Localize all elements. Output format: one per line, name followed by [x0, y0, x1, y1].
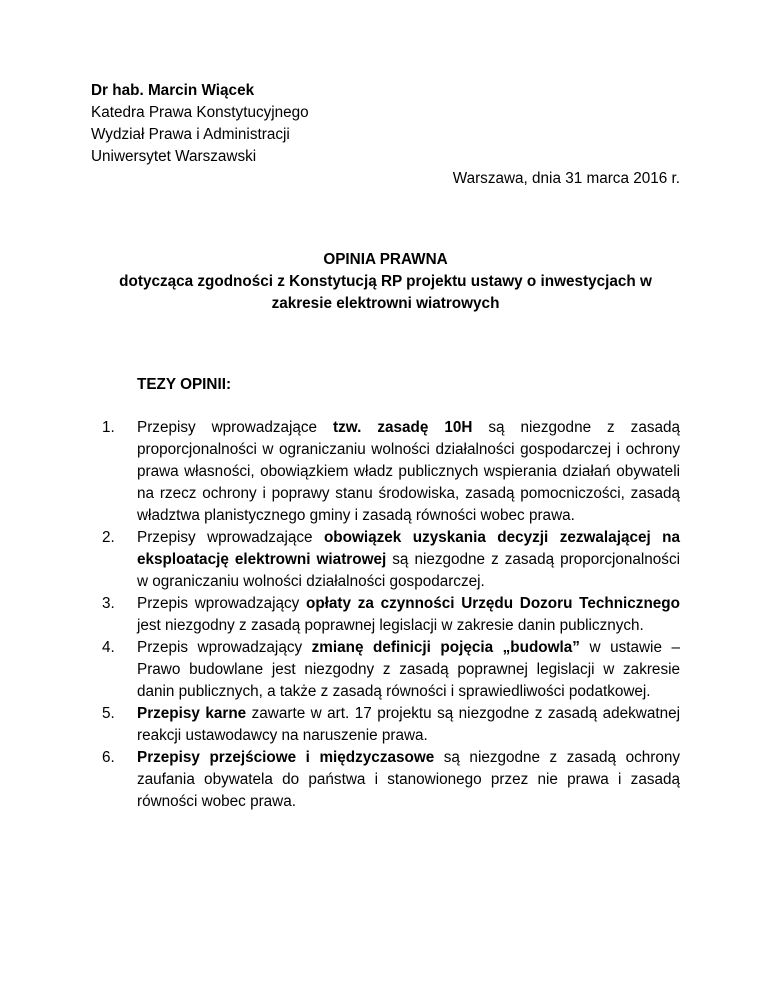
theses-heading: TEZY OPINII: [137, 376, 232, 393]
title-main: OPINIA PRAWNA [323, 251, 448, 268]
thesis-item [102, 747, 680, 813]
thesis-text-bold: opłaty za czynności Urzędu Dozoru Technicznego [305, 595, 680, 612]
thesis-number: 6. [102, 749, 115, 766]
author-department: Katedra Prawa Konstytucyjnego [91, 104, 309, 121]
thesis-item [102, 637, 680, 703]
thesis-text-before: Przepis wprowadzający [137, 595, 306, 612]
thesis-number: 5. [102, 705, 115, 722]
thesis-text-bold: Przepisy karne [137, 705, 247, 722]
thesis-item [102, 417, 680, 527]
thesis-number: 2. [102, 529, 115, 546]
date-line: Warszawa, dnia 31 marca 2016 r. [452, 170, 680, 187]
thesis-text-after: są niezgodne z zasadą ochrony zaufania obywatela do państwa i stanowionego przez nie prawa i zasadą równości wobec prawa. [137, 749, 680, 810]
thesis-text-before: Przepis wprowadzający [137, 639, 312, 656]
thesis-text-after: są niezgodne z zasadą proporcjonalności w ograniczaniu wolności działalności gospodarczej i ochrony prawa własności, obowiązkiem władz publicznych wspierania działań obywateli na rzecz ochrony i poprawy stanu środowiska, zasadą pomocniczości, zasadą władztwa planistycznego gminy i zasadą równości wobec prawa. [137, 419, 680, 524]
document-title [91, 249, 680, 315]
thesis-text-bold: tzw. zasadę 10H [333, 419, 473, 436]
thesis-number: 4. [102, 639, 115, 656]
thesis-text-after: zawarte w art. 17 projektu są niezgodne z zasadą adekwatnej reakcji ustawodawcy na naruszenie prawa. [137, 705, 680, 744]
thesis-text-after: jest niezgodny z zasadą poprawnej legislacji w zakresie danin publicznych. [137, 617, 644, 634]
author-faculty: Wydział Prawa i Administracji [91, 126, 290, 143]
thesis-text-after: w ustawie – Prawo budowlane jest niezgodny z zasadą poprawnej legislacji w zakresie danin publicznych, a także z zasadą równości i sprawiedliwości podatkowej. [137, 639, 680, 700]
author-block [91, 80, 691, 168]
thesis-text-after: są niezgodne z zasadą proporcjonalności w ograniczaniu wolności działalności gospodarczej. [137, 551, 680, 590]
thesis-text-bold: Przepisy przejściowe i międzyczasowe [137, 749, 435, 766]
theses-list [102, 417, 680, 813]
title-subtitle-line-1: dotycząca zgodności z Konstytucją RP projektu ustawy o inwestycjach w [119, 273, 652, 290]
thesis-number: 1. [102, 419, 115, 436]
thesis-text-before: Przepisy wprowadzające [137, 419, 334, 436]
thesis-text-bold: obowiązek uzyskania decyzji zezwalającej na eksploatację elektrowni wiatrowej [137, 529, 680, 568]
thesis-item [102, 593, 680, 637]
author-university: Uniwersytet Warszawski [91, 148, 257, 165]
title-subtitle-line-2: zakresie elektrowni wiatrowych [271, 295, 500, 312]
thesis-item [102, 527, 680, 593]
thesis-text-before: Przepisy wprowadzające [137, 529, 324, 546]
thesis-number: 3. [102, 595, 115, 612]
author-name: Dr hab. Marcin Wiącek [91, 82, 255, 99]
thesis-text-bold: zmianę definicji pojęcia „budowla” [311, 639, 580, 656]
thesis-item [102, 703, 680, 747]
